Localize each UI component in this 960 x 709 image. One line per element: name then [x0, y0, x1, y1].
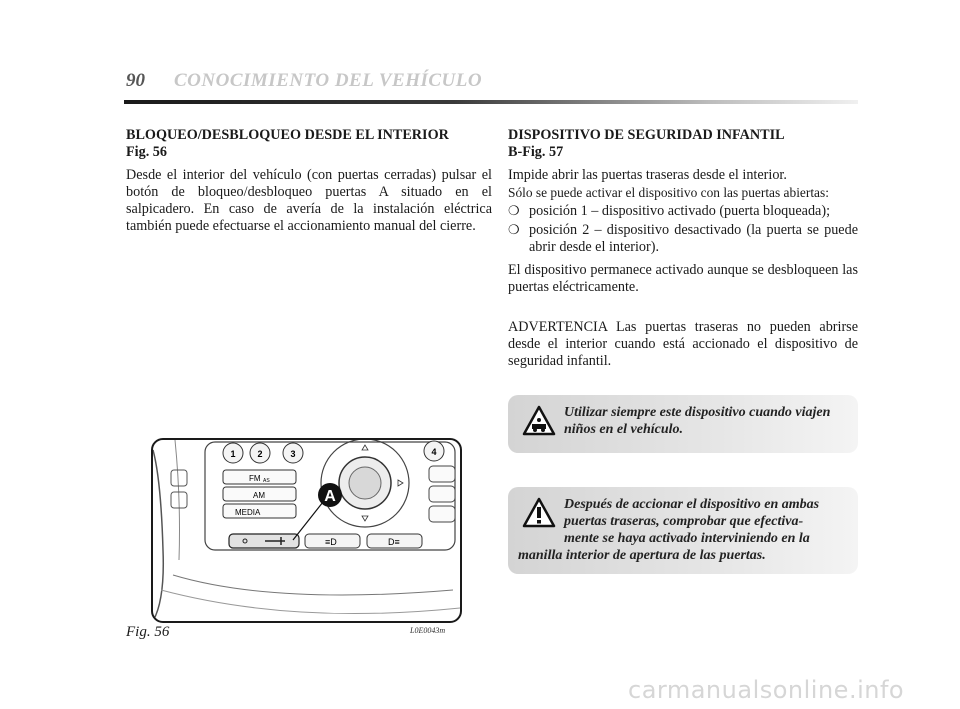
svg-text:D≡: D≡ [388, 537, 400, 547]
right-column [508, 127, 858, 370]
running-title: CONOCIMIENTO DEL VEHÍCULO [174, 70, 483, 91]
figure-code: L0E0043m [410, 626, 446, 635]
heading-line: BLOQUEO/DESBLOQUEO DESDE EL INTERIOR [126, 127, 449, 143]
note-child-safety [508, 395, 858, 453]
left-column [126, 127, 492, 235]
list-item: ❍ posición 2 – dispositivo desactivado (la puerta se puede abrir desde el interior). [508, 222, 858, 255]
note-text: Utilizar siempre este dispositivo cuando viajen niños en el vehículo. [564, 405, 831, 437]
preset-button-3: 3 [290, 449, 296, 459]
list-item: ❍ posición 1 – dispositivo activado (puerta bloqueada); [508, 203, 831, 219]
heading-line: DISPOSITIVO DE SEGURIDAD INFANTIL [508, 127, 785, 143]
position-list [508, 203, 858, 256]
media-label: MEDIA [235, 508, 261, 517]
note-danger [508, 487, 858, 574]
fm-label: FM [249, 474, 261, 483]
dashboard-illustration [153, 440, 460, 621]
after-list-paragraph: El dispositivo permanece activado aunque se desbloqueen las puertas eléctricamente. [508, 262, 858, 295]
intro-paragraph-2: Sólo se puede activar el dispositivo con las puertas abiertas: [508, 185, 829, 200]
callout-a: A [324, 488, 336, 505]
watermark: carmanualsonline.info [628, 676, 905, 704]
note-text: Después de accionar el dispositivo en ambas puertas traseras, comprobar que efectiva- mente se haya activado interviniendo en la manilla interior de apertura de las puertas. [518, 497, 820, 563]
child-safety-warning-icon [522, 405, 556, 437]
dashboard-figure [151, 438, 462, 623]
section-heading-lock [126, 127, 492, 161]
fm-as-label: AS [263, 478, 270, 484]
figure-reference: Fig. 56 [126, 144, 167, 160]
figure-caption: Fig. 56 [126, 624, 170, 640]
preset-button-1: 1 [230, 449, 236, 459]
bullet-icon: ❍ [508, 223, 520, 238]
section-heading-child-safety [508, 127, 858, 161]
preset-button-2: 2 [257, 449, 263, 459]
bullet-icon: ❍ [508, 204, 520, 219]
figure-reference: B-Fig. 57 [508, 144, 564, 160]
am-label: AM [253, 491, 265, 500]
preset-button-4: 4 [431, 447, 437, 457]
intro-paragraph: Impide abrir las puertas traseras desde el interior. [508, 167, 787, 183]
lock-paragraph: Desde el interior del vehículo (con puertas cerradas) pulsar el botón de bloqueo/desbloqueo puertas A situado en el salpicadero. En caso de avería de la instalación eléctrica también puede efectuarse el accionamiento manual del cierre. [126, 167, 492, 234]
svg-text:≡D: ≡D [325, 537, 337, 547]
warning-paragraph: ADVERTENCIA Las puertas traseras no pueden abrirse desde el interior cuando está accionado el dispositivo de seguridad infantil. [508, 319, 858, 369]
header-rule [124, 100, 858, 104]
page-number: 90 [126, 70, 145, 91]
